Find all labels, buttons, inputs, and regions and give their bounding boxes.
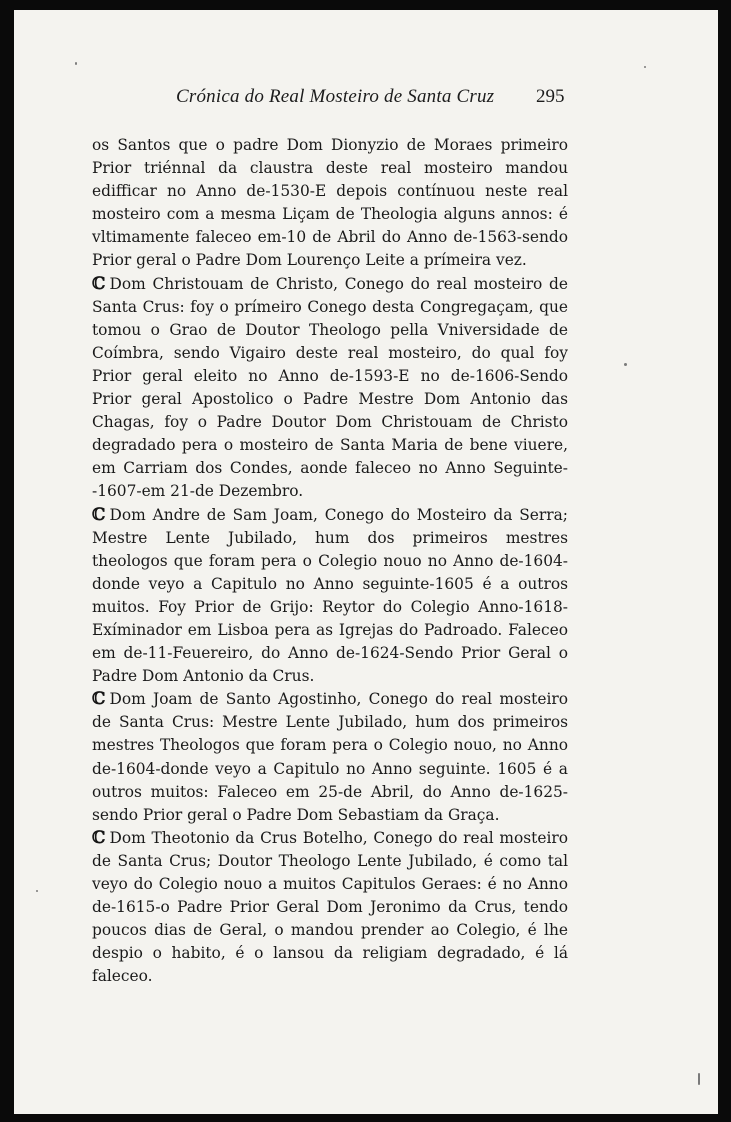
paragraph-text: Dom Joam de Santo Agostinho, Conego do real mosteiro de Santa Crus: Mestre Lente Jubilado, hum dos primeiros mestres Theologos que foram pera o Colegio nouo, no Anno de-1604-donde veyo a Capitulo no Anno seguinte. 1605 é a outros muitos: Faleceo em 25-de Abril, do Anno de-1625-sendo Prior geral o Padre Dom Sebastiam da Graça. xyxy=(92,690,568,824)
paragraph-mark-icon: ℂ xyxy=(92,273,106,294)
scan-speck xyxy=(644,66,646,68)
body-text xyxy=(92,134,568,988)
book-page xyxy=(14,10,718,1114)
paragraph-text: Dom Christouam de Christo, Conego do real mosteiro de Santa Crus: foy o prímeiro Conego desta Congregaçam, que tomou o Grao de Doutor Theologo pella Vniversidade de Coímbra, sendo Vigairo deste real mosteiro, do qual foy Prior geral eleito no Anno de-1593-E no de-1606-Sendo Prior geral Apostolico o Padre Mestre Dom Antonio das Chagas, foy o Padre Doutor Dom Christouam de Christo degradado pera o mosteiro de Santa Maria de bene viuere, em Carriam dos Condes, aonde faleceo no Anno Seguinte--1607-em 21-de Dezembro. xyxy=(92,274,568,501)
scan-speck xyxy=(36,890,38,892)
paragraph-mark-icon: ℂ xyxy=(92,827,106,848)
page-number: 295 xyxy=(536,86,565,107)
paragraph xyxy=(92,134,568,273)
page-header xyxy=(14,86,718,110)
scan-speck xyxy=(698,1073,700,1085)
paragraph xyxy=(92,273,568,504)
scan-speck xyxy=(75,62,77,65)
paragraph xyxy=(92,827,568,989)
paragraph-text: os Santos que o padre Dom Dionyzio de Moraes primeiro Prior triénnal da claustra deste real mosteiro mandou edifficar no Anno de-1530-E depois contínuou neste real mosteiro com a mesma Liçam de Theologia alguns annos: é vltimamente faleceo em-10 de Abril do Anno de-1563-sendo Prior geral o Padre Dom Lourenço Leite a prímeira vez. xyxy=(92,136,568,270)
paragraph-mark-icon: ℂ xyxy=(92,689,106,710)
scan-speck xyxy=(624,363,627,366)
paragraph-text: Dom Andre de Sam Joam, Conego do Mosteiro da Serra; Mestre Lente Jubilado, hum dos primeiros mestres theologos que foram pera o Colegio nouo no Anno de-1604-donde veyo a Capitulo no Anno seguinte-1605 é a outros muitos. Foy Prior de Grijo: Reytor do Colegio Anno-1618-Exíminador em Lisboa pera as Igrejas do Padroado. Faleceo em de-11-Feuereiro, do Anno de-1624-Sendo Prior Geral o Padre Dom Antonio da Crus. xyxy=(92,505,568,686)
paragraph xyxy=(92,688,568,827)
running-title: Crónica do Real Mosteiro de Santa Cruz xyxy=(176,86,495,107)
paragraph-mark-icon: ℂ xyxy=(92,504,106,525)
paragraph xyxy=(92,504,568,689)
paragraph-text: Dom Theotonio da Crus Botelho, Conego do real mosteiro de Santa Crus; Doutor Theologo Lente Jubilado, é como tal veyo do Colegio nouo a muitos Capitulos Geraes: é no Anno de-1615-o Padre Prior Geral Dom Jeronimo da Crus, tendo poucos dias de Geral, o mandou prender ao Colegio, é lhe despio o habito, é o lansou da religiam degradado, é lá faleceo. xyxy=(92,828,568,986)
